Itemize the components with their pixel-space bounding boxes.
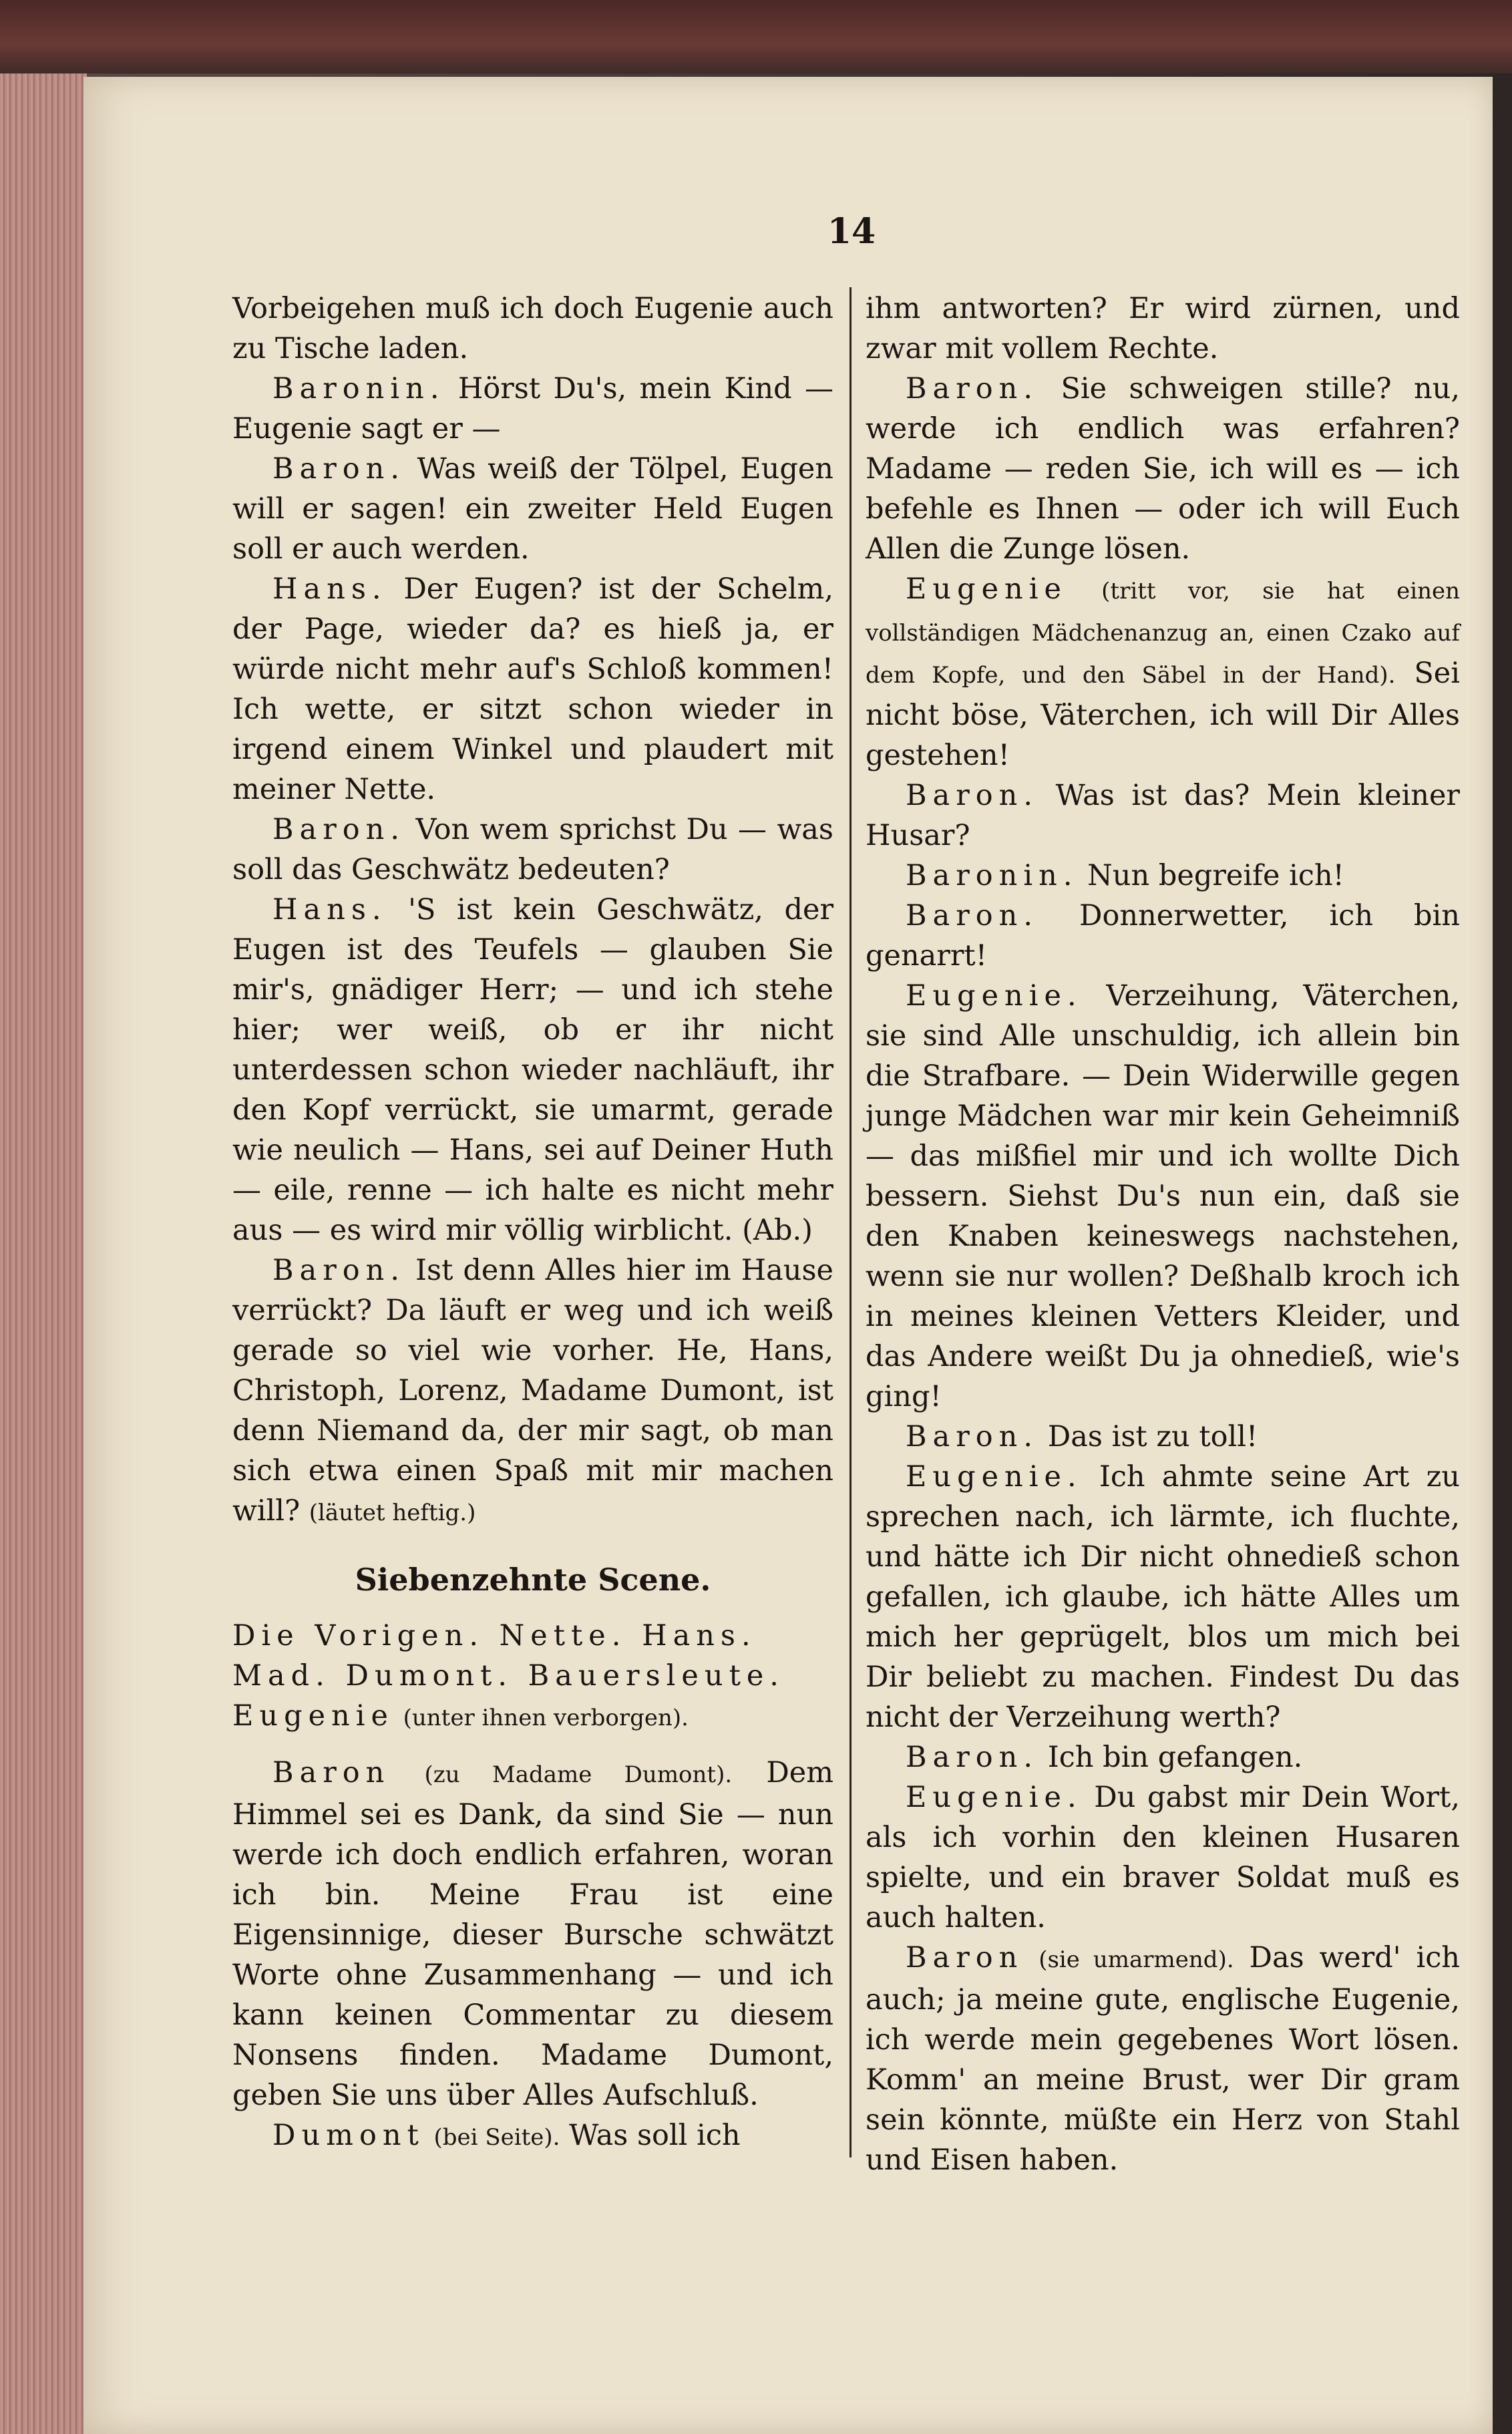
stage-direction: (zu Madame Dumont). xyxy=(424,1761,733,1788)
paragraph: Baron (sie umarmend). Das werd' ich auch; ja meine gute, englische Eugenie, ich werde mein gegebenes Wort lösen. Komm' an meine Brust, wer Dir gram sein könnte, müßte ein Herz von Stahl und Eisen haben. xyxy=(866,1941,1460,2177)
paragraph: Baron. Ich bin gefangen. xyxy=(906,1741,1303,1774)
speaker-name: Baron. xyxy=(906,899,1039,932)
left-column xyxy=(232,289,833,2157)
paragraph: Eugenie (tritt vor, sie hat einen vollständigen Mädchenanzug an, einen Czako auf dem Kopfe, und den Säbel in der Hand). Sei nicht böse, Väterchen, ich will Dir Alles gestehen! xyxy=(866,572,1461,772)
page-number: 14 xyxy=(827,211,876,252)
paragraph: Baron (zu Madame Dumont). Dem Himmel sei es Dank, da sind Sie — nun werde ich doch endlich erfahren, woran ich bin. Meine Frau ist eine Eigensinnige, dieser Bursche schwätzt Worte ohne Zusammenhang — und ich kann keinen Commentar zu diesem Nonsens finden. Madame Dumont, geben Sie uns über Alles Aufschluß. xyxy=(232,1756,834,2112)
page-edges xyxy=(0,73,87,2434)
speaker-name: Eugenie. xyxy=(906,1781,1083,1814)
book-cover-edge xyxy=(0,0,1512,73)
speaker-name: Baron xyxy=(272,1756,391,1789)
paragraph: Hans. Der Eugen? ist der Schelm, der Page, wieder da? es hieß ja, er würde nicht mehr auf's Schloß kommen! Ich wette, er sitzt schon wieder in irgend einem Winkel und plaudert mit meiner Nette. xyxy=(232,572,833,806)
paragraph: Baron. Was weiß der Tölpel, Eugen will er sagen! ein zweiter Held Eugen soll er auch werden. xyxy=(232,452,833,566)
paragraph: Vorbeigehen muß ich doch Eugenie auch zu Tische laden. xyxy=(232,292,833,365)
speaker-name: Eugenie. xyxy=(906,979,1083,1013)
stage-direction: (unter ihnen verborgen). xyxy=(403,1705,689,1731)
paragraph: ihm antworten? Er wird zürnen, und zwar mit vollem Rechte. xyxy=(866,292,1460,365)
speaker-name: Baronin. xyxy=(906,859,1079,892)
speaker-name: Baron. xyxy=(272,1254,406,1287)
right-column xyxy=(866,289,1460,2180)
speaker-name: Hans. xyxy=(272,572,387,606)
speaker-name: Baron. xyxy=(906,1420,1039,1453)
paragraph: Baron. Was ist das? Mein kleiner Husar? xyxy=(866,779,1460,852)
paragraph: Baron. Donnerwetter, ich bin genarrt! xyxy=(866,899,1460,973)
speaker-name: Baronin. xyxy=(272,372,445,405)
stage-direction: (läutet heftig.) xyxy=(309,1500,476,1526)
spacer xyxy=(232,1738,833,1753)
speaker-name: Baron xyxy=(906,1941,1024,1974)
paragraph: Eugenie. Ich ahmte seine Art zu sprechen nach, ich lärmte, ich fluchte, und hätte ich Dir nicht ohnedieß schon gefallen, ich glaube, ich hätte Alles um mich her geprügelt, blos um mich bei Dir beliebt zu machen. Findest Du das nicht der Verzeihung werth? xyxy=(866,1460,1460,1734)
stage-direction: (sie umarmend). xyxy=(1038,1946,1234,1973)
stage-direction: (tritt vor, sie hat einen vollständigen Mädchenanzug an, einen Czako auf dem Kopfe, und den Säbel in der Hand). xyxy=(866,578,1460,689)
paragraph: Baron. Von wem sprichst Du — was soll das Geschwätz bedeuten? xyxy=(232,813,833,886)
speaker-name: Baron. xyxy=(272,813,406,846)
speaker-name: Baron. xyxy=(906,779,1039,812)
paragraph: Baronin. Nun begreife ich! xyxy=(906,859,1344,892)
paragraph: Baron. Sie schweigen stille? nu, werde ich endlich was erfahren? Madame — reden Sie, ich will es — ich befehle es Ihnen — oder ich will Euch Allen die Zunge lösen. xyxy=(866,372,1460,566)
scene-cast: Eugenie (unter ihnen verborgen). xyxy=(232,1699,689,1733)
scene-cast: Die Vorigen. Nette. Hans. xyxy=(232,1619,757,1653)
paragraph: Eugenie. Verzeihung, Väterchen, sie sind Alle unschuldig, ich allein bin die Strafbare. — Dein Widerwille gegen junge Mädchen war mir kein Geheimniß — das mißfiel mir und ich wollte Dich bessern. Siehst Du's nun ein, daß sie den Knaben keineswegs nachstehen, wenn sie nur wollen? Deßhalb kroch ich in meines kleinen Vetters Kleider, und das Andere weißt Du ja ohnedieß, wie's ging! xyxy=(866,979,1460,1413)
speaker-name: Baron. xyxy=(906,1741,1039,1774)
paragraph: Baron. Das ist zu toll! xyxy=(906,1420,1258,1453)
paragraph: Dumont (bei Seite). Was soll ich xyxy=(272,2119,741,2152)
book-spine-shadow xyxy=(1493,73,1512,2434)
speaker-name: Eugenie. xyxy=(906,1460,1083,1494)
scene-cast: Mad. Dumont. Bauersleute. xyxy=(232,1659,785,1693)
paragraph: Baronin. Hörst Du's, mein Kind — Eugenie sagt er — xyxy=(232,372,833,446)
speaker-name: Baron. xyxy=(272,452,406,486)
speaker-name: Dumont xyxy=(272,2119,425,2152)
speaker-name: Hans. xyxy=(272,893,387,926)
scene-title: Siebenzehnte Scene. xyxy=(355,1562,711,1598)
column-divider xyxy=(849,287,852,2157)
paragraph: Hans. 'S ist kein Geschwätz, der Eugen ist des Teufels — glauben Sie mir's, gnädiger Herr; — und ich stehe hier; wer weiß, ob er ihr nicht unterdessen schon wieder nachläuft, ihr den Kopf verrückt, sie umarmt, gerade wie neulich — Hans, sei auf Deiner Huth — eile, renne — ich halte es nicht mehr aus — es wird mir völlig wirblicht. (Ab.) xyxy=(232,893,833,1247)
speaker-name: Baron. xyxy=(906,372,1039,405)
speaker-name: Eugenie xyxy=(906,572,1067,606)
stage-direction: (bei Seite). xyxy=(433,2124,560,2151)
paragraph: Eugenie. Du gabst mir Dein Wort, als ich vorhin den kleinen Husaren spielte, und ein braver Soldat muß es auch halten. xyxy=(866,1781,1460,1934)
paragraph: Baron. Ist denn Alles hier im Hause verrückt? Da läuft er weg und ich weiß gerade so viel wie vorher. He, Hans, Christoph, Lorenz, Madame Dumont, ist denn Niemand da, der mir sagt, ob man sich etwa einen Spaß mit mir machen will? (läutet heftig.) xyxy=(232,1254,833,1528)
